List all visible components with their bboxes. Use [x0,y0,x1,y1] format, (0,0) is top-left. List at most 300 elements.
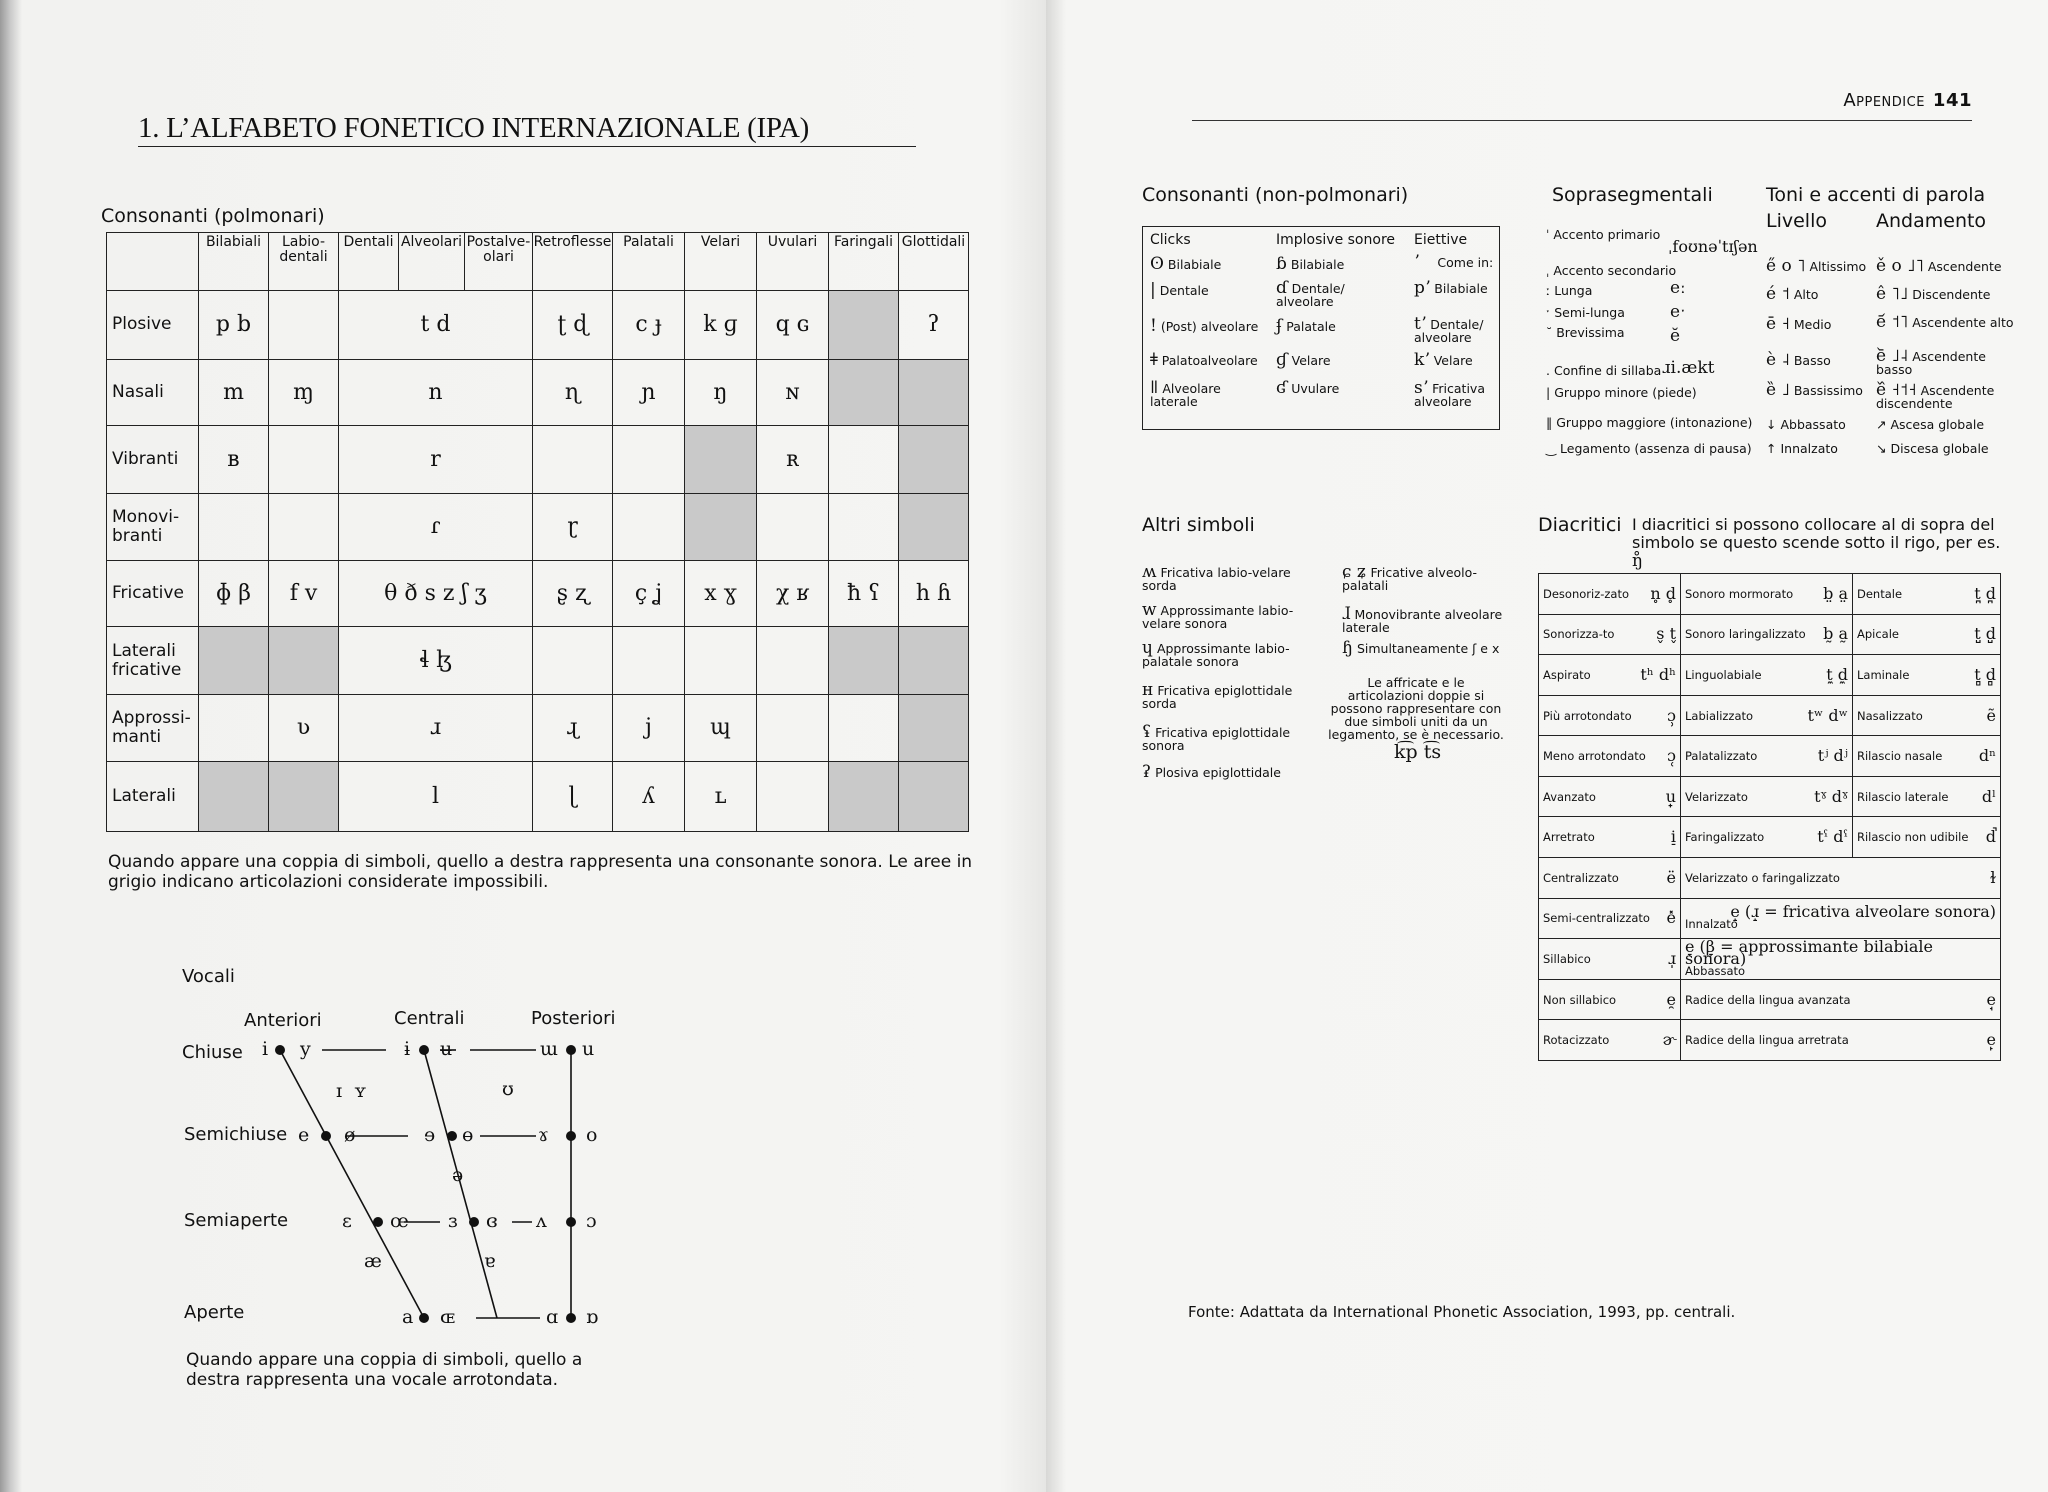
cell: ɻ [533,695,613,761]
supra-mark: ˌ [1546,263,1550,278]
ejective-label: Velare [1433,353,1473,368]
other-symbol: w [1142,600,1157,620]
other-symbol: ʡ [1142,762,1152,782]
vowel-row-label: Semiaperte [184,1210,289,1231]
row-label: Monovi-branti [107,494,199,560]
diacritic-label: Radice della lingua arretrata [1685,1033,1849,1048]
diacritic-cell [1853,614,2001,655]
diacritic-example: dˡ [1981,786,1996,806]
cell: ɭ [533,761,613,831]
diacritic-cell [1539,574,1681,615]
diacritic-label: Innalzato [1685,917,1738,932]
table-row [1539,939,2001,980]
diacritic-cell [1539,817,1681,858]
level-tone-label: Medio [1793,317,1832,332]
diacritic-example: ɚ [1662,1030,1676,1050]
diacritic-example: t̻ d̻ [1974,664,1996,684]
diacritic-example: ɔ̹ [1667,705,1676,725]
click-symbol: ǁ [1150,378,1159,398]
other-symbol: ʍ [1142,562,1157,582]
diacritic-cell [1681,936,2001,980]
diacritic-example: dⁿ [1978,746,1996,766]
diacritic-label: Rotacizzato [1543,1033,1610,1048]
diacritic-example: t̪ d̪ [1974,583,1996,603]
level-heading: Livello [1766,210,1827,232]
vowel-symbol: ɵ [462,1124,474,1146]
vowel-col-label: Posteriori [531,1008,616,1029]
implosive-label: Velare [1291,353,1331,368]
vowel-symbol: ø [344,1124,356,1146]
diacritic-example: tˤ dˤ [1817,827,1848,847]
col-header: Alveolari [399,233,465,291]
contour-tone-symbol: e᷈ ˧˦˧ [1876,380,1917,400]
vowel-symbol: e [298,1124,310,1146]
row-label: Fricative [107,560,199,626]
diacritic-example: tˠ dˠ [1814,786,1848,806]
diacritic-label: Velarizzato o faringalizzato [1685,870,1840,885]
contour-tone-label: Ascesa globale [1890,417,1985,432]
diacritic-cell [1853,776,2001,817]
other-symbol-label: Plosiva epiglottidale [1155,765,1281,780]
col-header: Bilabiali [199,233,269,291]
cell: ŋ [685,359,757,425]
diacritic-example: ẽ [1986,705,1996,725]
vowel-note: Quando appare una coppia di simboli, quello a destra rappresenta una vocale arrotondata. [186,1350,583,1390]
cell: f v [269,560,339,626]
cell: x ɣ [685,560,757,626]
vowel-symbol: æ [364,1250,382,1272]
table-row [1539,817,2001,858]
diacritic-label: Palatalizzato [1685,749,1758,764]
table-row [1539,1020,2001,1061]
cell: ɸ β [199,560,269,626]
supra-label: Legamento (assenza di pausa) [1560,441,1752,456]
diacritic-label: Semi-centralizzato [1543,911,1650,926]
diacritic-example: ɫ [1989,867,1996,887]
diacritic-label: Radice della lingua avanzata [1685,992,1851,1007]
cell: h ɦ [899,560,969,626]
diacritic-example: s̬ t̬ [1656,624,1676,644]
contour-tone-label: Ascendente alto [1912,315,2014,330]
cell: ɬ ɮ [339,626,533,694]
implosive-symbol: ɠ [1276,350,1288,370]
table-row [1539,655,2001,696]
diacritic-label: Rilascio laterale [1857,789,1949,804]
diacritic-cell [1539,655,1681,696]
click-symbol: | [1150,280,1156,300]
nonpulmonic-heading: Consonanti (non-polmonari) [1142,184,1409,206]
cell: χ ʁ [757,560,829,626]
table-row [1539,979,2001,1020]
diacritic-cell [1681,858,2001,899]
diacritic-cell [1853,736,2001,777]
contour-tone-label: Ascendente basso [1876,349,1986,377]
diacritic-label: Dentale [1857,586,1903,601]
diacritic-label: Sonorizza-to [1543,627,1615,642]
cell: ɹ [339,695,533,761]
vowel-symbol: ɶ [440,1306,456,1328]
diacritic-cell [1681,898,2001,939]
supra-mark: ˘ [1546,325,1553,340]
diacritic-example: e̞ (β̞ = approssimante bilabiale sonora) [1685,936,1933,968]
diacritic-label: Sonoro mormorato [1685,586,1794,601]
ejective-label: Dentale/ alveolare [1414,317,1484,345]
vowel-row-label: Semichiuse [184,1124,288,1145]
header-rule [1192,120,1972,121]
table-row [1539,695,2001,736]
click-label: Dentale [1159,283,1209,298]
diacritic-cell [1539,736,1681,777]
click-symbol: ǂ [1150,350,1158,370]
implosive-symbol: ɗ [1276,278,1288,298]
consonant-note: Quando appare una coppia di simboli, quello a destra rappresenta una consonante sonora. Le aree in grigio indicano articolazioni considerate impossibili. [108,852,973,892]
implosive-heading: Implosive sonore [1276,232,1395,248]
vowels-heading: Vocali [182,966,235,987]
supra-label: Gruppo minore (piede) [1554,385,1697,400]
table-row [1539,776,2001,817]
level-tone-symbol: ē ˧ [1766,314,1790,334]
supra-label: Accento primario [1553,227,1661,242]
implosive-label: Uvulare [1291,381,1340,396]
diacritic-label: Centralizzato [1543,870,1619,885]
supra-mark: ˈ [1546,227,1550,242]
diacritic-label: Sonoro laringalizzato [1685,627,1806,642]
diacritic-cell [1539,939,1681,980]
cell: ʂ ʐ [533,560,613,626]
other-symbol-label: Fricativa epiglottidale sorda [1142,683,1293,711]
ejective-label: Fricativa alveolare [1414,381,1485,409]
supra-example: eˑ [1670,302,1686,322]
diacritic-label: Nasalizzato [1857,708,1923,723]
diacritic-cell [1681,776,1853,817]
level-tone-symbol: é ˦ [1766,284,1790,304]
vowel-symbol: o [586,1124,598,1146]
diacritic-cell [1539,1020,1681,1061]
vowel-symbol: ɘ [424,1124,436,1146]
other-symbol: ɕ ʑ [1342,562,1367,582]
vowel-symbol: ɞ [486,1210,498,1232]
source-note: Fonte: Adattata da International Phonetic Association, 1993, pp. centrali. [1188,1303,1736,1321]
other-symbol-label: Simultaneamente ʃ e x [1356,641,1500,656]
clicks-heading: Clicks [1150,232,1191,248]
ejective-symbol: pʼ [1414,278,1431,298]
other-symbol-label: Fricative alveolo-palatali [1342,565,1478,593]
table-row [1539,736,2001,777]
diacritic-label: Rilascio nasale [1857,749,1943,764]
diacritic-label: Avanzato [1543,789,1596,804]
diacritic-cell [1539,979,1681,1020]
implosive-symbol: ʛ [1276,378,1288,398]
implosive-label: Dentale/ alveolare [1276,281,1345,309]
implosive-label: Palatale [1286,319,1336,334]
row-label: Laterali fricative [107,626,199,694]
row-label: Laterali [107,761,199,831]
supra-mark: ː [1546,283,1551,298]
cell: l [339,761,533,831]
diacritic-label: Faringalizzato [1685,830,1765,845]
row-label: Approssi-manti [107,695,199,761]
col-header: Dentali [339,233,399,291]
vowel-symbol: ʊ [502,1078,514,1100]
cell: ç ʝ [613,560,685,626]
cell: ɾ [339,494,533,560]
diacritic-label: Più arrotondato [1543,708,1632,723]
other-symbol-label: Fricativa labio-velare sorda [1142,565,1291,593]
diacritic-cell [1853,817,2001,858]
cell: ʙ [199,425,269,493]
supra-example: eː [1670,278,1686,298]
other-symbol-label: Approssimante labio-palatale sonora [1142,641,1290,669]
ejective-label: Come in: [1437,255,1494,270]
vowel-symbol: ɑ [546,1306,559,1328]
level-tone-label: Alto [1793,287,1819,302]
diacritic-label: Rilascio non udibile [1857,830,1969,845]
diacritic-example: u̟ [1665,786,1676,806]
row-label: Plosive [107,291,199,359]
diacritic-label: Arretrato [1543,830,1595,845]
vowel-symbol: i [262,1038,269,1060]
diacritic-cell [1681,574,1853,615]
diacritic-label: Linguolabiale [1685,667,1762,682]
suprasegmentals-heading: Soprasegmentali [1552,184,1713,206]
diacritic-label: Velarizzato [1685,789,1748,804]
level-tone-symbol: ↓ [1766,417,1777,432]
row-label: Nasali [107,359,199,425]
contour-tone-symbol: ↘ [1876,441,1887,456]
diacritic-label: Laminale [1857,667,1910,682]
diacritics-table [1538,573,2001,1061]
diacritic-label: Meno arrotondato [1543,749,1646,764]
row-label: Vibranti [107,425,199,493]
vowel-row-label: Aperte [184,1302,245,1323]
vowel-symbol: ɐ [484,1250,496,1272]
other-symbol: ɧ [1342,638,1353,658]
diacritic-example: e̙ [1986,1030,1996,1050]
diacritic-label: Apicale [1857,627,1900,642]
diacritic-cell [1681,695,1853,736]
diacritic-example: b̤ a̤ [1823,583,1848,603]
other-symbol-label: Fricativa epiglottidale sonora [1142,725,1291,753]
diacritics-intro-text: I diacritici si possono collocare al di sopra del simbolo se questo scende sotto il rigo, per es. [1632,515,2001,552]
diacritic-example: ɔ̜ [1667,746,1676,766]
vowel-symbol: ɛ [342,1210,352,1232]
diacritic-example: e̘ [1986,989,1996,1009]
cell: ɰ [685,695,757,761]
supra-label: Accento secondario [1553,263,1677,278]
other-symbol: ɺ [1342,604,1351,624]
vowel-symbol: œ [390,1210,409,1232]
cell: r [339,425,533,493]
contour-tone-symbol: ě o ˩˥ [1876,256,1924,276]
cell: ɱ [269,359,339,425]
supra-mark: . [1546,363,1550,378]
contour-heading: Andamento [1876,210,1987,232]
diacritic-label: Abbassato [1685,963,1746,978]
cell: ħ ʕ [829,560,899,626]
click-label: (Post) alveolare [1160,319,1259,334]
click-label: Bilabiale [1167,257,1222,272]
supra-example: ˌfoʊnəˈtɪʃən [1668,237,1758,256]
diacritic-cell [1681,614,1853,655]
implosive-symbol: ʄ [1276,316,1283,336]
col-header: Uvulari [757,233,829,291]
diacritic-example: ë [1666,867,1676,887]
ejective-symbol: sʼ [1414,378,1429,398]
diacritic-label: Desonoriz-zato [1543,586,1630,601]
vowel-symbol: ɯ [540,1038,559,1060]
click-label: Palatoalveolare [1161,353,1258,368]
supra-label: Lunga [1554,283,1593,298]
vowel-symbol: ɤ [538,1124,549,1146]
cell: ɳ [533,359,613,425]
page-title: 1. L’ALFABETO FONETICO INTERNAZIONALE (IPA) [138,112,809,144]
cell: ʋ [269,695,339,761]
vowel-symbol: ɒ [586,1306,599,1328]
other-symbol-label: Approssimante labio-velare sonora [1142,603,1294,631]
level-tone-label: Altissimo [1809,259,1867,274]
level-tone-label: Basso [1793,353,1831,368]
consonants-heading: Consonanti (polmonari) [101,205,325,227]
cell: t d [339,291,533,359]
col-header: Labio-dentali [269,233,339,291]
supra-label: Confine di sillaba [1553,363,1662,378]
cell: ɴ [757,359,829,425]
diacritic-cell [1853,655,2001,696]
diacritics-heading: Diacritici [1538,514,1622,536]
contour-tone-label: Discesa globale [1890,441,1989,456]
other-symbol: ʜ [1142,680,1154,700]
cell: ʈ ɖ [533,291,613,359]
vowel-symbol: ə [452,1164,464,1186]
click-symbol: ! [1150,316,1157,336]
level-tone-symbol: e̋ o ˥ [1766,256,1806,276]
level-tone-symbol: è ˨ [1766,350,1790,370]
diacritic-label: Sillabico [1543,951,1591,966]
diacritic-example: t̺ d̺ [1974,624,1996,644]
contour-tone-symbol: e᷄ ˦˥ [1876,312,1909,332]
supra-label: Gruppo maggiore (intonazione) [1556,415,1753,430]
implosive-label: Bilabiale [1290,257,1345,272]
other-symbol-label: Monovibrante alveolare laterale [1342,607,1503,635]
diacritic-label: Labializzato [1685,708,1754,723]
affricate-examples: k͡p t͡s [1394,741,1442,763]
diacritic-example: b̰ a̰ [1823,624,1848,644]
diacritic-example: tʷ dʷ [1807,705,1848,725]
table-row [1539,858,2001,899]
ejective-symbol: kʼ [1414,350,1430,370]
col-header: Velari [685,233,757,291]
diacritics-intro [1632,516,2012,570]
vowel-symbol: ɨ [404,1038,411,1060]
contour-tone-symbol: ↗ [1876,417,1887,432]
diacritic-cell [1681,655,1853,696]
contour-tone-label: Discendente [1912,287,1991,302]
vowel-col-label: Anteriori [244,1010,322,1031]
supra-mark: ˑ [1546,305,1551,320]
supra-mark: | [1546,385,1551,400]
supra-mark: ‖ [1546,415,1553,430]
diacritic-example: i̠ [1670,827,1676,847]
diacritic-cell [1539,695,1681,736]
cell: p b [199,291,269,359]
cell: ʀ [757,425,829,493]
cell: θ ð s z ʃ ʒ [339,560,533,626]
table-row [1539,614,2001,655]
contour-tone-symbol: ê ˥˩ [1876,284,1909,304]
ejective-symbol: ʼ [1414,252,1420,272]
level-tone-symbol: ȅ ˩ [1766,380,1790,400]
cell: j [613,695,685,761]
diacritic-example: e̝ (ɹ̝ = fricativa alveolare sonora) [1730,902,1996,922]
diacritic-cell [1681,736,1853,777]
level-tone-label: Innalzato [1780,441,1838,456]
vowel-symbol: ɜ [448,1210,458,1232]
cell: ɽ [533,494,613,560]
diacritic-cell [1539,898,1681,939]
other-symbol: ɥ [1142,638,1153,658]
cell: m [199,359,269,425]
col-header: Palatali [613,233,685,291]
implosive-symbol: ɓ [1276,254,1287,274]
diacritic-example: tʲ dʲ [1817,746,1848,766]
vowel-symbol: y [300,1038,311,1060]
diacritic-cell [1853,574,2001,615]
col-header: Postalve-olari [465,233,533,291]
cell: ʟ [685,761,757,831]
level-tone-symbol: ↑ [1766,441,1777,456]
running-header [1843,90,1972,111]
table-row [1539,898,2001,939]
col-header: Retroflesse [533,233,613,291]
diacritic-cell [1681,817,1853,858]
vowel-symbol: ɪ [336,1080,343,1102]
vowel-row-label: Chiuse [182,1042,243,1063]
col-header: Glottidali [899,233,969,291]
col-header: Faringali [829,233,899,291]
diacritics-intro-example: ŋ̊ [1632,551,1643,571]
vowel-col-label: Centrali [394,1008,465,1029]
vowel-symbol: ʉ [440,1038,453,1060]
ejective-heading: Eiettive [1414,232,1468,248]
diacritic-example: d̚ [1985,827,1996,847]
vowel-symbol: ʌ [536,1210,547,1232]
supra-mark: ‿ [1546,441,1557,456]
supra-label: Semi-lunga [1554,305,1625,320]
diacritic-label: Aspirato [1543,667,1591,682]
diacritic-cell [1539,858,1681,899]
cell: q ɢ [757,291,829,359]
vowel-symbol: u [582,1038,595,1060]
diacritic-label: Non sillabico [1543,992,1617,1007]
diacritic-example: e̽ [1666,908,1676,928]
header-section: Appendice [1843,90,1925,111]
table-row [1539,574,2001,615]
supra-example: ɹi.ækt [1662,358,1715,378]
level-tone-label: Abbassato [1780,417,1846,432]
diacritic-cell [1853,695,2001,736]
diacritic-example: n̥ d̥ [1650,583,1676,603]
diacritic-cell [1539,614,1681,655]
supra-example: ĕ [1670,326,1681,346]
contour-tone-symbol: e᷅ ˩˨ [1876,346,1909,366]
cell: ʔ [899,291,969,359]
ejective-label: Bilabiale [1434,281,1488,296]
diacritic-cell [1681,1020,2001,1061]
page-number: 141 [1932,90,1972,111]
other-symbols-heading: Altri simboli [1142,514,1255,536]
diacritic-cell [1539,776,1681,817]
diacritic-cell [1681,979,2001,1020]
